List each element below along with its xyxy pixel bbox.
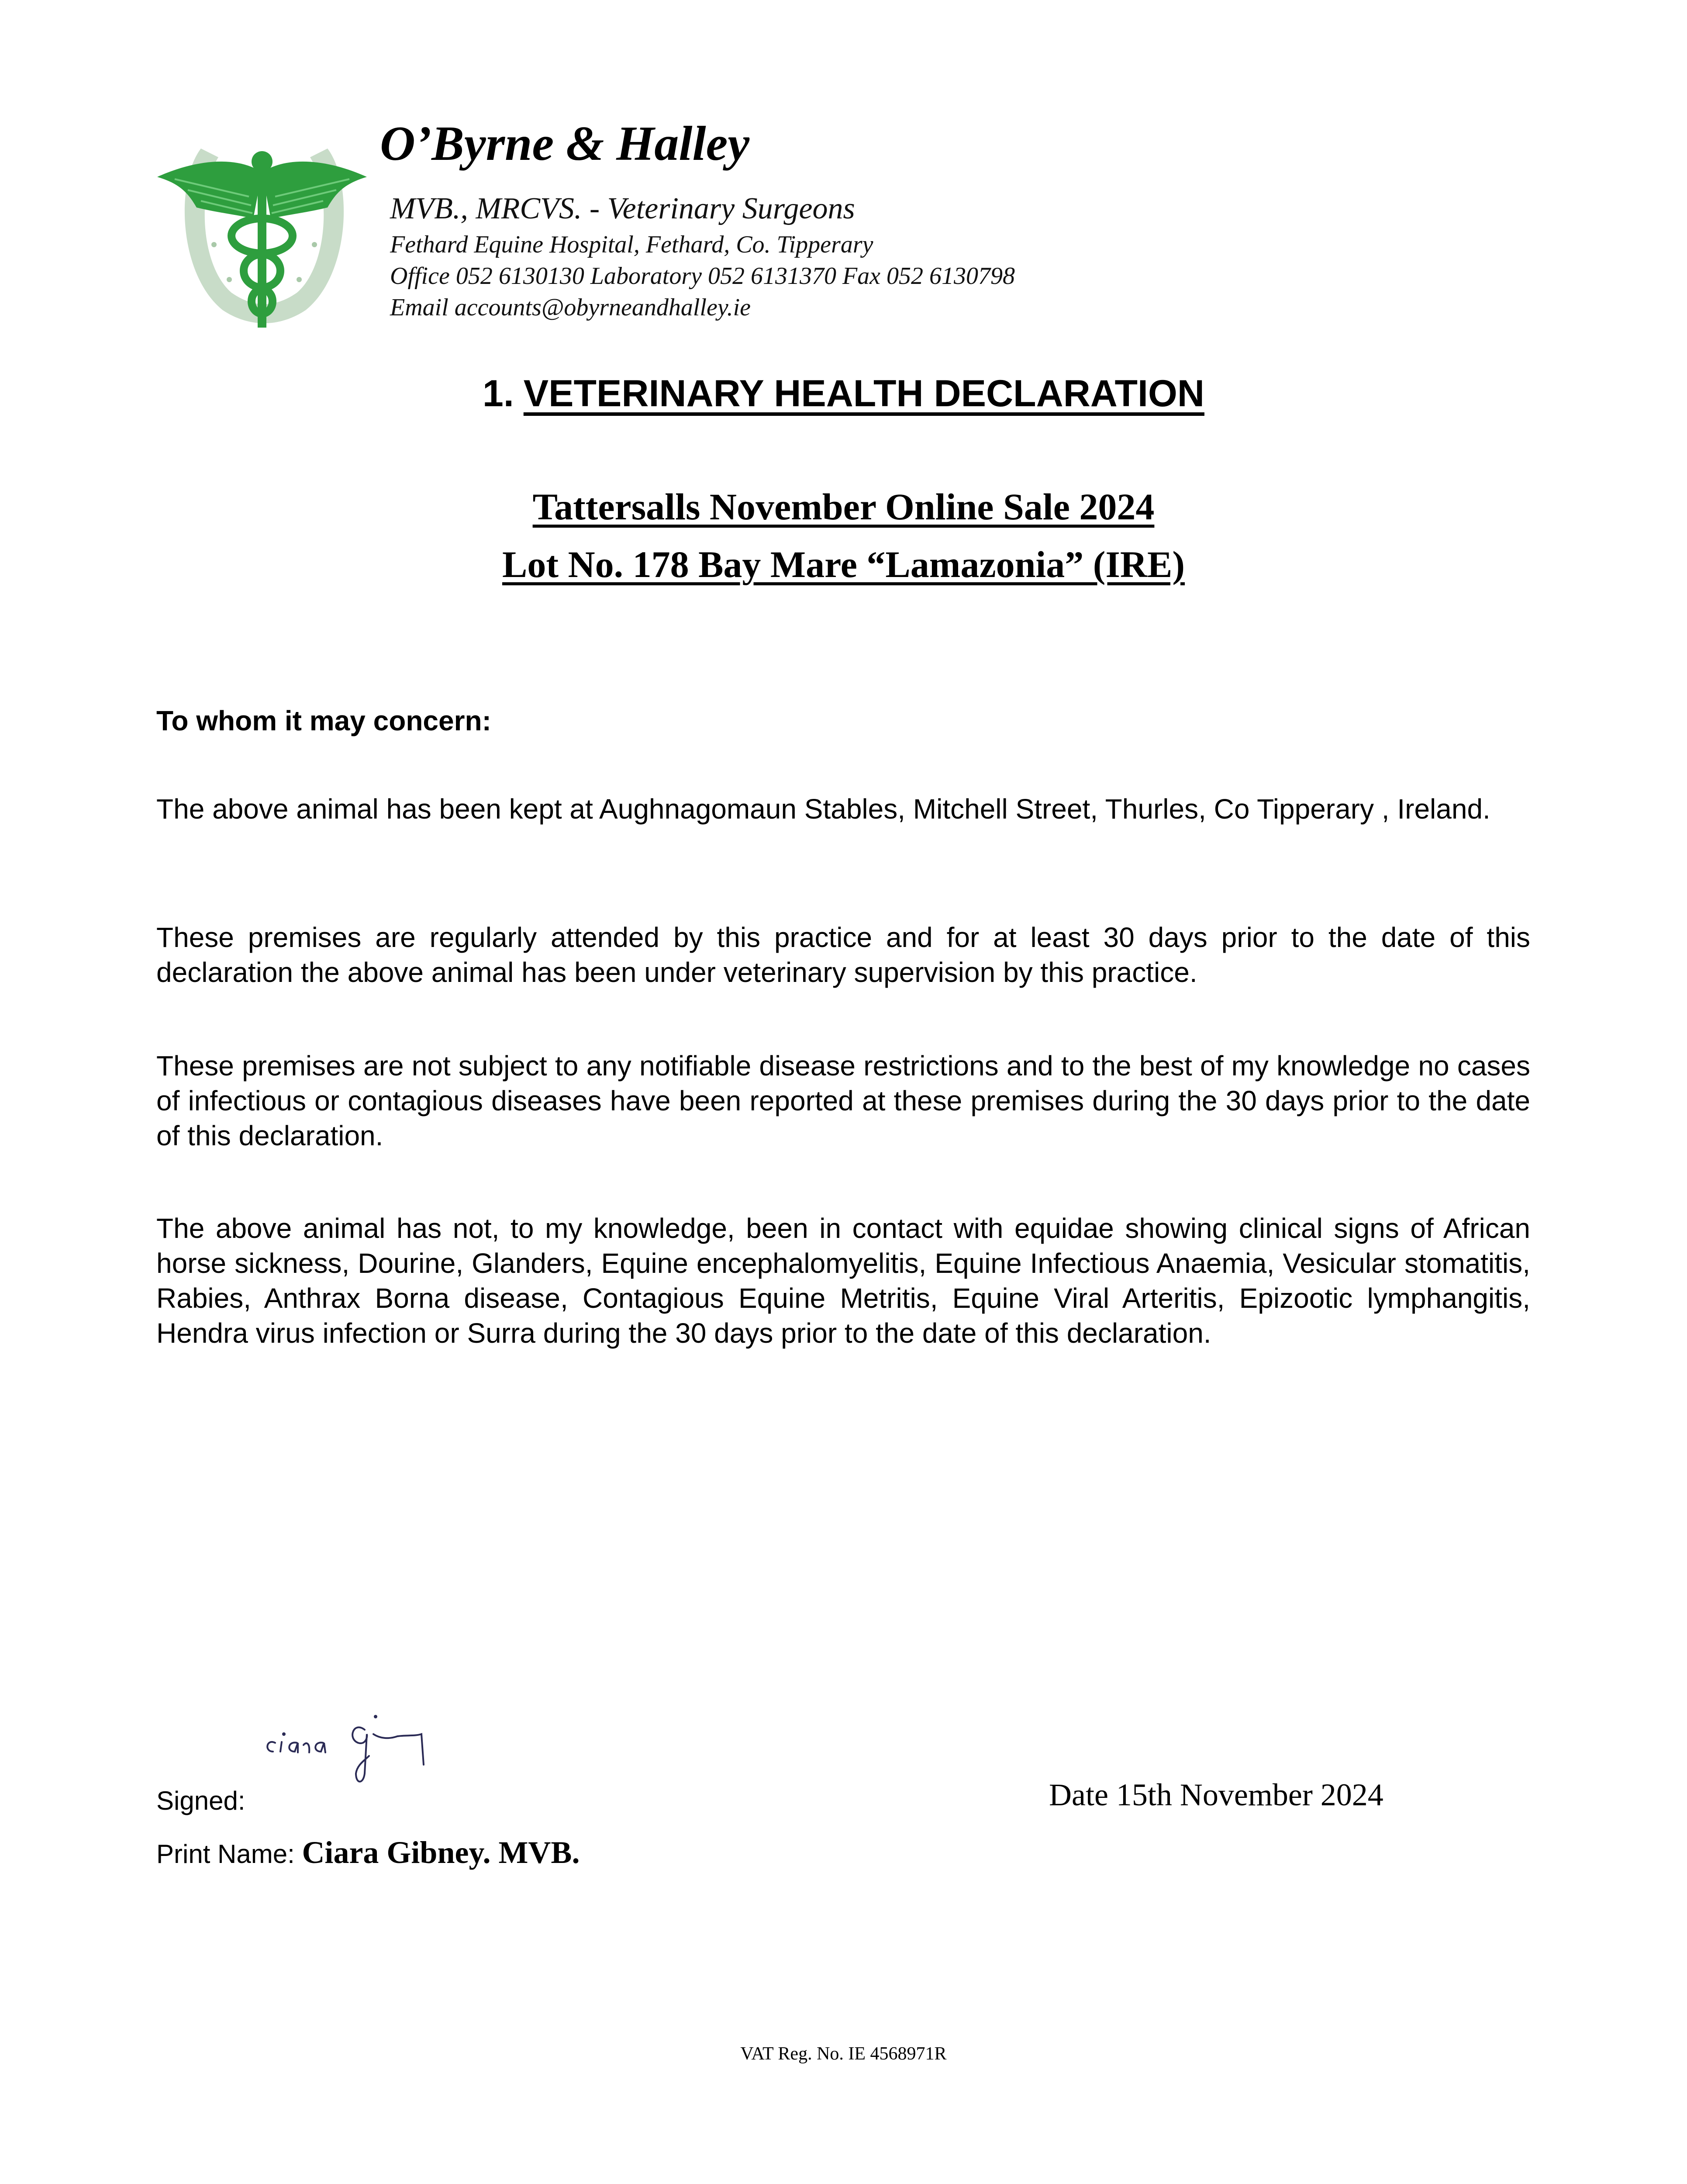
salutation: To whom it may concern: bbox=[156, 705, 491, 736]
sale-title: Tattersalls November Online Sale 2024 bbox=[532, 486, 1155, 528]
section-number: 1. bbox=[483, 373, 514, 415]
signed-label: Signed: bbox=[156, 1786, 245, 1815]
paragraph-supervision: These premises are regularly attended by this practice and for at least 30 days prior to the date of this declaration the above animal has been under veterinary supervision by this practice. bbox=[156, 922, 1530, 988]
paragraph-premises-location: The above animal has been kept at Aughnagomaun Stables, Mitchell Street, Thurles, Co Tipperary , Ireland. bbox=[156, 793, 1490, 825]
caduceus-horseshoe-logo-icon bbox=[148, 131, 376, 332]
firm-phone-numbers: Office 052 6130130 Laboratory 052 6131370 Fax 052 6130798 bbox=[390, 263, 1015, 290]
handwritten-signature-icon bbox=[249, 1690, 563, 1791]
print-name-label: Print Name: bbox=[156, 1839, 302, 1869]
firm-name: O’Byrne & Halley bbox=[380, 117, 750, 171]
firm-email: Email accounts@obyrneandhalley.ie bbox=[390, 294, 751, 321]
declaration-title-text: VETERINARY HEALTH DECLARATION bbox=[523, 373, 1204, 415]
firm-qualifications: MVB., MRCVS. - Veterinary Surgeons bbox=[390, 192, 855, 225]
paragraph-disease-restrictions: These premises are not subject to any notifiable disease restrictions and to the best of my knowledge no cases of infectious or contagious diseases have been reported at these premises during the 30 days prior to the date of this declaration. bbox=[156, 1050, 1530, 1151]
signatory-name: Ciara Gibney. MVB. bbox=[302, 1835, 580, 1870]
vat-registration: VAT Reg. No. IE 4568971R bbox=[740, 2044, 947, 2064]
declaration-date: Date 15th November 2024 bbox=[1049, 1777, 1383, 1812]
declaration-title bbox=[0, 372, 1687, 415]
lot-title: Lot No. 178 Bay Mare “Lamazonia” (IRE) bbox=[502, 543, 1185, 585]
paragraph-disease-contact: The above animal has not, to my knowledge, been in contact with equidae showing clinical signs of African horse sickness, Dourine, Glanders, Equine encephalomyelitis, Equine Infectious Anaemia, Vesicular stomatitis, Rabies, Anthrax Borna disease, Contagious Equine Metritis, Equine Viral Arteritis, Epizootic lymphangitis, Hendra virus infection or Surra during the 30 days prior to the date of this declaration. bbox=[156, 1213, 1530, 1349]
print-name-line bbox=[156, 1835, 580, 1871]
firm-address: Fethard Equine Hospital, Fethard, Co. Tipperary bbox=[390, 231, 873, 258]
